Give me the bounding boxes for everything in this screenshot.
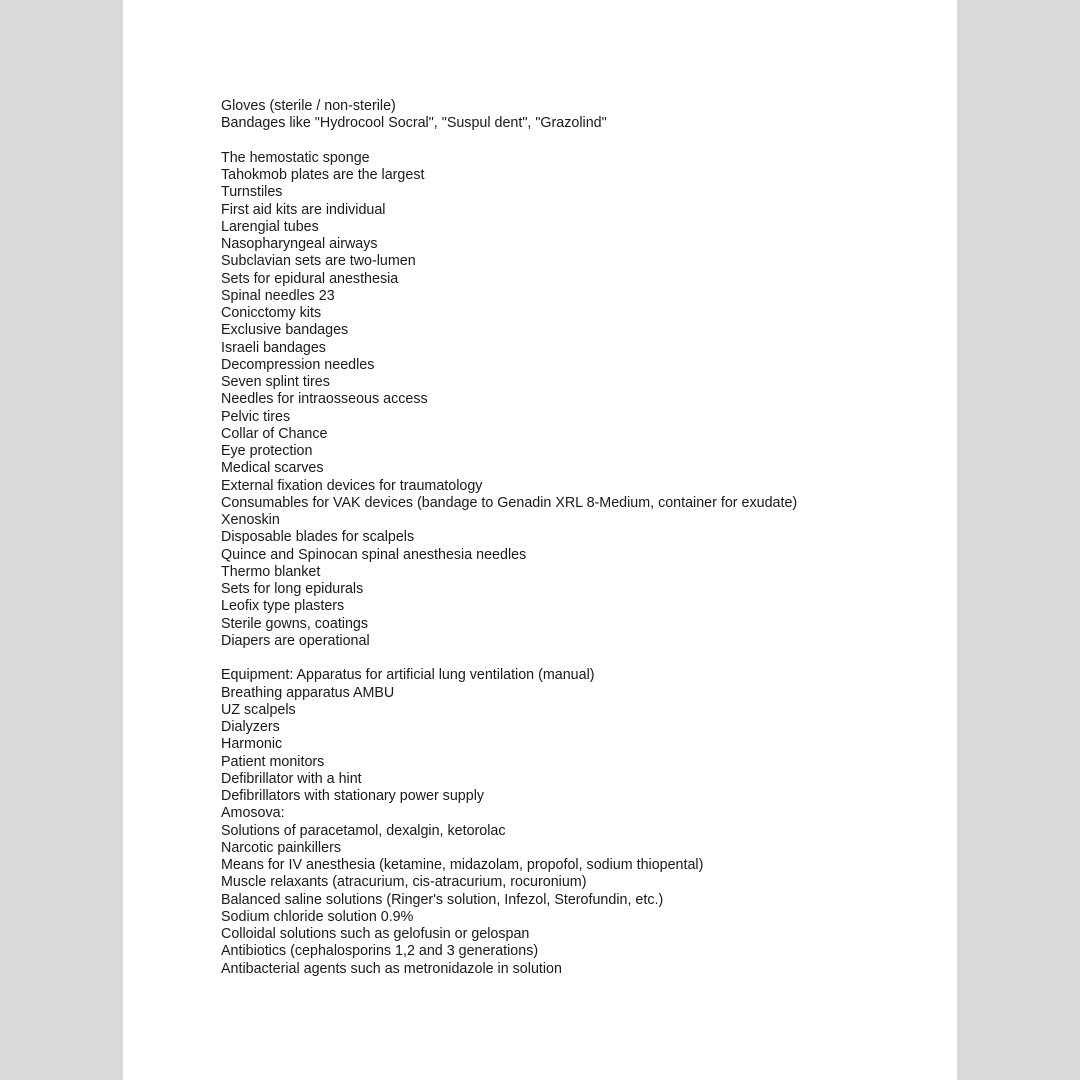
text-line: Colloidal solutions such as gelofusin or gelospan (221, 926, 530, 942)
text-block (221, 667, 941, 978)
text-line: Nasopharyngeal airways (221, 236, 378, 252)
text-line: Antibiotics (cephalosporins 1,2 and 3 generations) (221, 943, 539, 960)
text-line: Amosova: (221, 805, 285, 822)
text-line: Eye protection (221, 443, 313, 459)
text-line: Defibrillators with stationary power supply (221, 788, 485, 804)
text-line: Medical scarves (221, 460, 324, 477)
text-line: Solutions of paracetamol, dexalgin, ketorolac (221, 822, 506, 839)
text-line: Gloves (sterile / non-sterile) (221, 98, 396, 114)
text-line: Larengial tubes (221, 218, 319, 235)
text-line: Sets for long epidurals (221, 581, 364, 597)
text-line: The hemostatic sponge (221, 149, 370, 166)
text-line: Sets for epidural anesthesia (221, 270, 399, 287)
text-line: Needles for intraosseous access (221, 391, 428, 408)
text-line: Thermo blanket (221, 563, 321, 580)
text-line: External fixation devices for traumatology (221, 477, 483, 494)
text-line: Balanced saline solutions (Ringer's solution, Infezol, Sterofundin, etc.) (221, 891, 664, 908)
text-line: Breathing apparatus AMBU (221, 684, 395, 701)
text-line: Diapers are operational (221, 632, 370, 649)
text-line: Consumables for VAK devices (bandage to Genadin XRL 8-Medium, container for exudate) (221, 494, 798, 511)
text-line: Leofix type plasters (221, 598, 345, 615)
text-line: Equipment: Apparatus for artificial lung ventilation (manual) (221, 667, 595, 684)
text-line: Dialyzers (221, 719, 280, 735)
text-line: Sodium chloride solution 0.9% (221, 908, 414, 925)
text-line: Collar of Chance (221, 425, 328, 442)
text-line: Muscle relaxants (atracurium, cis-atracurium, rocuronium) (221, 874, 587, 891)
text-line: First aid kits are individual (221, 201, 386, 218)
text-line: Pelvic tires (221, 408, 291, 425)
text-line: Quince and Spinocan spinal anesthesia needles (221, 546, 527, 563)
text-line: Sterile gowns, coatings (221, 615, 369, 632)
document-page (123, 0, 957, 1080)
text-line: Subclavian sets are two-lumen (221, 253, 416, 270)
text-line: Harmonic (221, 736, 283, 753)
text-line: Patient monitors (221, 753, 325, 770)
text-line: Seven splint tires (221, 374, 330, 390)
text-line: Means for IV anesthesia (ketamine, midazolam, propofol, sodium thiopental) (221, 857, 704, 873)
text-block (221, 150, 941, 650)
text-line: Defibrillator with a hint (221, 770, 362, 787)
text-line: Conicctomy kits (221, 305, 322, 321)
text-line: Tahokmob plates are the largest (221, 167, 425, 183)
text-line: Spinal needles 23 (221, 287, 335, 304)
text-block (221, 98, 941, 133)
text-line: Xenoskin (221, 512, 280, 528)
text-line: Exclusive bandages (221, 322, 349, 339)
text-line: Narcotic painkillers (221, 839, 341, 856)
text-line: Israeli bandages (221, 339, 326, 356)
text-line: Turnstiles (221, 184, 283, 201)
text-line: Decompression needles (221, 356, 375, 373)
document-text (221, 98, 941, 978)
text-line: Antibacterial agents such as metronidazole in solution (221, 960, 562, 977)
text-line: Disposable blades for scalpels (221, 529, 415, 546)
text-line: UZ scalpels (221, 701, 296, 718)
text-line: Bandages like "Hydrocool Socral", "Suspul dent", "Grazolind" (221, 115, 607, 132)
